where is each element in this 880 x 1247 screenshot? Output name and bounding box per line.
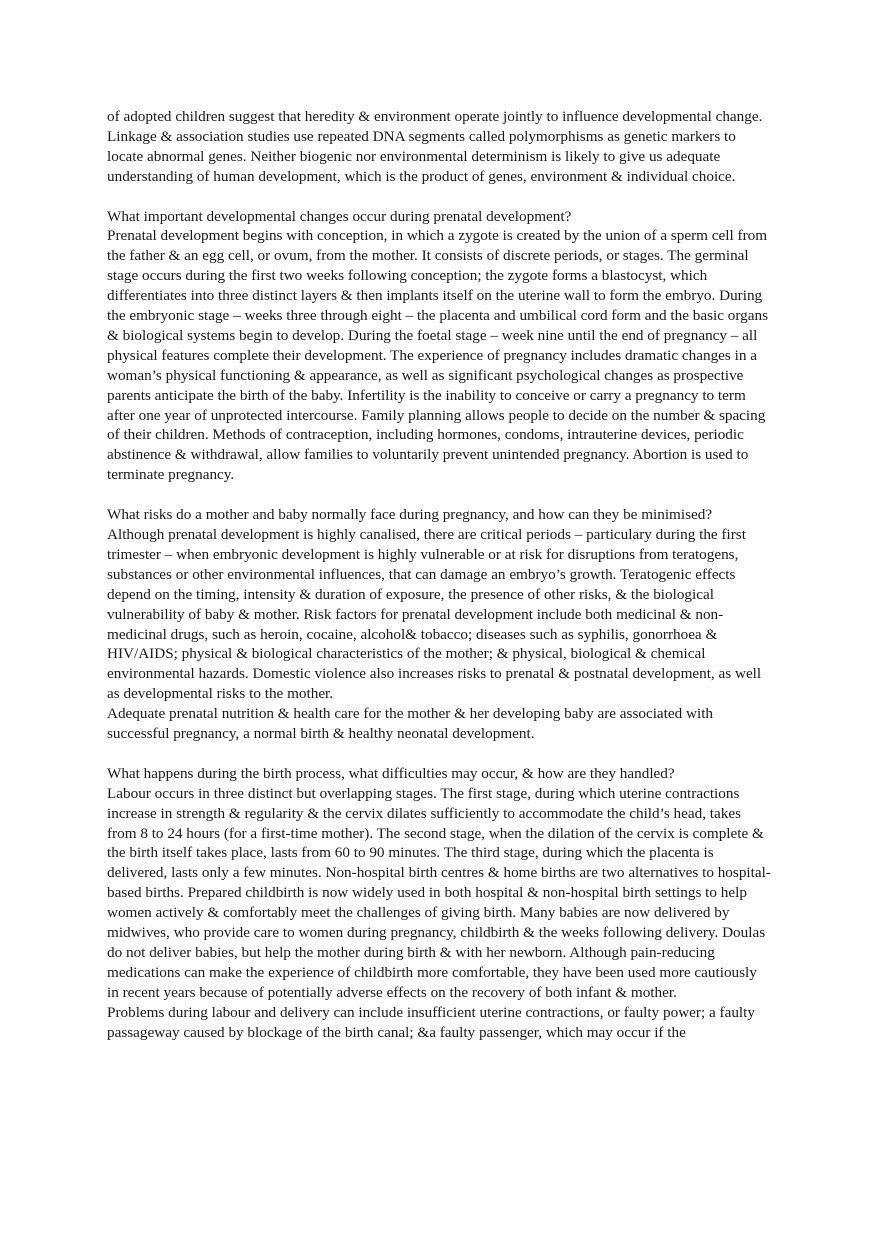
section-birth-process: [107, 764, 771, 1043]
document-page: [107, 107, 771, 1043]
paragraph-gap: [107, 744, 771, 764]
section-question: What risks do a mother and baby normally face during pregnancy, and how can they be minimised?: [107, 506, 713, 524]
paragraph-gap: [107, 187, 771, 207]
section-paragraph: Although prenatal development is highly canalised, there are critical periods – particulary during the first trimester – when embryonic development is highly vulnerable or at risk for disruptions from teratogens, substances or other environmental influences, that can damage an embryo’s growth. Teratogenic effects depend on the timing, intensity & duration of exposure, the presence of other risks, & the biological vulnerability of baby & mother. Risk factors for prenatal development include both medicinal & non-medicinal drugs, such as heroin, cocaine, alcohol& tobacco; diseases such as syphilis, gonorrhoea & HIV/AIDS; physical & biological characteristics of the mother; & physical, biological & chemical environmental hazards. Domestic violence also increases risks to prenatal & postnatal development, as well as developmental risks to the mother.: [107, 526, 762, 703]
section-paragraph: Prenatal development begins with conception, in which a zygote is created by the union of a sperm cell from the father & an egg cell, or ovum, from the mother. It consists of discrete periods, or stages. The germinal stage occurs during the first two weeks following conception; the zygote forms a blastocyst, which differentiates into three distinct layers & then implants itself on the uterine wall to form the embryo. During the embryonic stage – weeks three through eight – the placenta and umbilical cord form and the basic organs & biological systems begin to develop. During the foetal stage – week nine until the end of pregnancy – all physical features complete their development. The experience of pregnancy includes dramatic changes in a woman’s physical functioning & appearance, as well as significant psychological changes as prospective parents anticipate the birth of the baby. Infertility is the inability to conceive or carry a pregnancy to term after one year of unprotected intercourse. Family planning allows people to decide on the number & spacing of their children. Methods of contraception, including hormones, condoms, intrauterine devices, periodic abstinence & withdrawal, allow families to voluntarily prevent unintended pregnancy. Abortion is used to terminate pregnancy.: [107, 227, 769, 484]
section-question: What happens during the birth process, what difficulties may occur, & how are they handled?: [107, 764, 675, 782]
intro-paragraph: of adopted children suggest that heredity & environment operate jointly to influence developmental change. Linkage & association studies use repeated DNA segments called polymorphisms as genetic markers to locate abnormal genes. Neither biogenic nor environmental determinism is likely to give us adequate understanding of human development, which is the product of genes, environment & individual choice.: [107, 108, 763, 185]
section-paragraph: Problems during labour and delivery can include insufficient uterine contractions, or faulty power; a faulty passageway caused by blockage of the birth canal; &a faulty passenger, which may occur if the: [107, 1003, 755, 1041]
section-question: What important developmental changes occur during prenatal development?: [107, 207, 572, 225]
section-prenatal-changes: [107, 207, 771, 486]
section-paragraph: Labour occurs in three distinct but overlapping stages. The first stage, during which uterine contractions increase in strength & regularity & the cervix dilates sufficiently to accommodate the child’s head, takes from 8 to 24 hours (for a first-time mother). The second stage, when the dilation of the cervix is complete & the birth itself takes place, lasts from 60 to 90 minutes. The third stage, during which the placenta is delivered, lasts only a few minutes. Non-hospital birth centres & home births are two alternatives to hospital-based births. Prepared childbirth is now widely used in both hospital & non-hospital birth settings to help women actively & comfortably meet the challenges of giving birth. Many babies are now delivered by midwives, who provide care to women during pregnancy, childbirth & the weeks following delivery. Doulas do not deliver babies, but help the mother during birth & with her newborn. Although pain-reducing medications can make the experience of childbirth more comfortable, they have been used more cautiously in recent years because of potentially adverse effects on the recovery of both infant & mother.: [107, 784, 771, 1001]
section-paragraph: Adequate prenatal nutrition & health care for the mother & her developing baby are associated with successful pregnancy, a normal birth & healthy neonatal development.: [107, 705, 714, 743]
section-pregnancy-risks: [107, 505, 771, 744]
paragraph-gap: [107, 485, 771, 505]
